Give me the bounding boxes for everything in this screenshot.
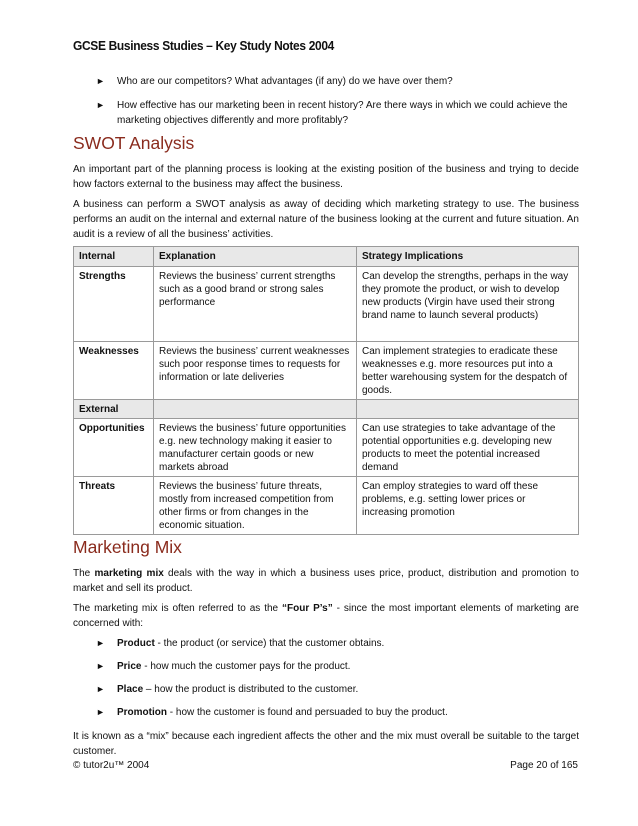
list-item-term: Product: [117, 638, 155, 649]
table-row: [74, 419, 579, 477]
marketing-mix-term: marketing mix: [94, 568, 164, 579]
header-strategy: Strategy Implications: [357, 247, 579, 267]
text-span: The marketing mix is often referred to as the: [73, 603, 282, 614]
table-row: [74, 342, 579, 400]
marketing-mix-paragraph-1: [73, 566, 579, 596]
bullet-arrow-icon: ►: [96, 76, 105, 86]
list-item-term: Price: [117, 661, 142, 672]
intro-bullet-text: How effective has our marketing been in recent history? Are there ways in which we could achieve the marketing objectives differently and more profitably?: [117, 100, 568, 127]
external-row: [74, 400, 579, 419]
row-label-threats: Threats: [74, 477, 154, 535]
list-item-desc: - how much the customer pays for the product.: [141, 661, 351, 672]
list-item-desc: - the product (or service) that the customer obtains.: [154, 638, 385, 649]
swot-table: [73, 246, 579, 535]
empty-cell: [357, 400, 579, 419]
explanation-cell: Reviews the business’ current strengths such as a good brand or strong sales performance: [154, 267, 357, 342]
strategy-cell: Can develop the strengths, perhaps in the way they promote the product, or wish to develop new products (Virgin have used their strong brand name to launch several products): [357, 267, 579, 342]
swot-paragraph-2: A business can perform a SWOT analysis as away of deciding which marketing strategy to use. The business performs an audit on the internal and external nature of the business looking at the current and future situation. An audit is a review of all the business’ activities.: [73, 199, 579, 241]
text-span: - since the most important elements of marketing are concerned with:: [73, 603, 579, 630]
table-row: [74, 477, 579, 535]
bullet-arrow-icon: ►: [96, 684, 105, 694]
text-span: deals with the way in which a business uses price, product, distribution and promotion to market and sell its product.: [73, 568, 579, 595]
row-label-weaknesses: Weaknesses: [74, 342, 154, 400]
footer-copyright: © tutor2u™ 2004: [73, 760, 150, 771]
bullet-arrow-icon: ►: [96, 661, 105, 671]
row-label-strengths: Strengths: [74, 267, 154, 342]
list-item-text: [117, 706, 576, 719]
bullet-arrow-icon: ►: [96, 638, 105, 648]
strategy-cell: Can employ strategies to ward off these problems, e.g. setting lower prices or increasing promotion: [357, 477, 579, 535]
bullet-arrow-icon: ►: [96, 707, 105, 717]
strategy-cell: Can use strategies to take advantage of the potential opportunities e.g. developing new products to meet the potential increased demand: [357, 419, 579, 477]
text-span: The: [73, 568, 95, 579]
list-item-desc: – how the product is distributed to the customer.: [143, 684, 359, 695]
explanation-cell: Reviews the business’ future threats, mostly from increased competition from other firms or from changes in the economic situation.: [154, 477, 357, 535]
list-item-term: Place: [117, 684, 144, 695]
table-row: [74, 267, 579, 342]
list-item-text: [117, 660, 576, 673]
list-item-text: [117, 637, 576, 650]
row-label-opportunities: Opportunities: [74, 419, 154, 477]
footer-page-number: Page 20 of 165: [510, 760, 578, 771]
list-item-text: [117, 683, 576, 696]
marketing-mix-paragraph-2: [73, 601, 579, 631]
swot-paragraph-1: An important part of the planning process is looking at the existing position of the business and trying to decide how factors external to the business may affect the business.: [73, 164, 579, 191]
swot-section-title: SWOT Analysis: [73, 133, 195, 153]
header-internal: Internal: [74, 247, 154, 267]
page-header-title: GCSE Business Studies – Key Study Notes 2004: [73, 38, 335, 53]
row-label-external: External: [74, 400, 154, 419]
list-item-term: Promotion: [117, 707, 167, 718]
strategy-cell: Can implement strategies to eradicate these weaknesses e.g. more resources put into a better warehousing system for the despatch of goods.: [357, 342, 579, 400]
list-item-desc: - how the customer is found and persuaded to buy the product.: [167, 707, 448, 718]
swot-table-header-row: [74, 247, 579, 267]
explanation-cell: Reviews the business’ future opportunities e.g. new technology making it easier to manufacturer certain goods or new markets abroad: [154, 419, 357, 477]
marketing-mix-section-title: Marketing Mix: [73, 537, 182, 557]
four-ps-term: “Four P’s”: [282, 603, 333, 614]
header-explanation: Explanation: [154, 247, 357, 267]
marketing-mix-closing: It is known as a “mix” because each ingredient affects the other and the mix must overall be suitable to the target customer.: [73, 731, 579, 758]
empty-cell: [154, 400, 357, 419]
bullet-arrow-icon: ►: [96, 100, 105, 110]
intro-bullet-text: Who are our competitors? What advantages (if any) do we have over them?: [117, 76, 453, 87]
explanation-cell: Reviews the business’ current weaknesses such poor response times to requests for information or late deliveries: [154, 342, 357, 400]
